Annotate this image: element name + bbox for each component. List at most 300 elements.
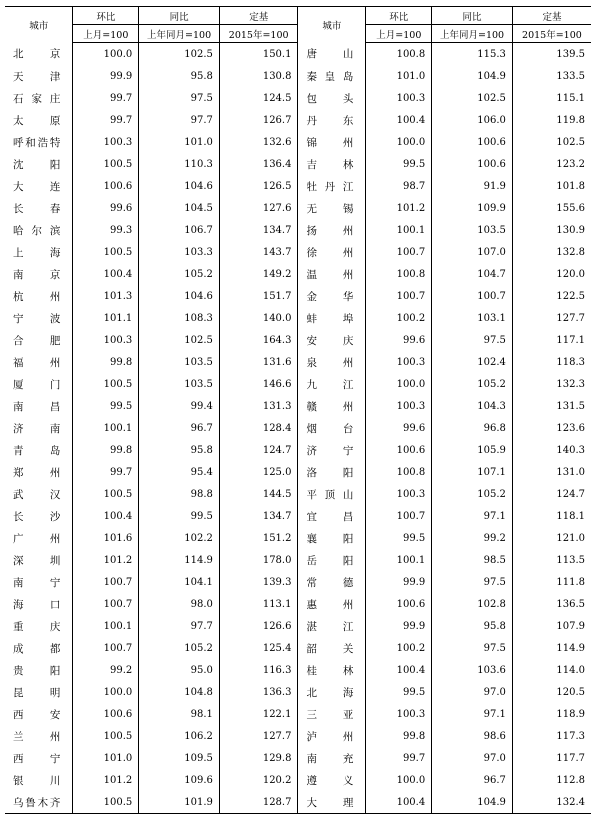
mom-cell-right: 100.2 — [366, 637, 432, 659]
city-cell-left: 长春 — [13, 202, 61, 215]
base-cell-right: 113.5 — [512, 549, 591, 571]
yoy-cell-right: 105.2 — [432, 373, 513, 395]
city-cell-left: 西安 — [13, 708, 61, 721]
base-cell-right: 121.0 — [512, 527, 591, 549]
mom-cell-right: 99.8 — [366, 725, 432, 747]
yoy-cell-left: 95.0 — [139, 659, 220, 681]
table-row — [5, 593, 591, 615]
mom-cell-left: 100.3 — [73, 131, 139, 153]
base-cell-right: 117.7 — [512, 747, 591, 769]
base-cell-right: 122.5 — [512, 285, 591, 307]
base-cell-right: 133.5 — [512, 65, 591, 87]
mom-cell-right: 100.3 — [366, 703, 432, 725]
base-cell-left: 127.7 — [219, 725, 298, 747]
base-cell-right: 120.5 — [512, 681, 591, 703]
city-cell-right: 无锡 — [298, 197, 366, 219]
base-cell-right: 114.0 — [512, 659, 591, 681]
yoy-cell-left: 98.1 — [139, 703, 220, 725]
mom-cell-left: 99.5 — [73, 395, 139, 417]
table-row — [5, 373, 591, 395]
base-cell-right: 102.5 — [512, 131, 591, 153]
header-city-left: 城市 — [5, 7, 73, 43]
yoy-cell-left: 95.8 — [139, 439, 220, 461]
mom-cell-left: 101.6 — [73, 527, 139, 549]
base-cell-right: 112.8 — [512, 769, 591, 791]
city-cell-right: 锦州 — [298, 131, 366, 153]
city-cell-left: 西宁 — [13, 752, 61, 765]
yoy-cell-left: 97.5 — [139, 87, 220, 109]
mom-cell-left: 99.7 — [73, 87, 139, 109]
city-cell-left: 长沙 — [13, 510, 61, 523]
table-row — [5, 483, 591, 505]
city-cell-left: 上海 — [13, 246, 61, 259]
mom-cell-right: 100.7 — [366, 241, 432, 263]
yoy-cell-left: 110.3 — [139, 153, 220, 175]
city-cell-left: 大连 — [13, 180, 61, 193]
yoy-cell-right: 96.8 — [432, 417, 513, 439]
table-row — [5, 703, 591, 725]
subheader-base-left: 2015年=100 — [219, 25, 298, 43]
base-cell-left: 149.2 — [219, 263, 298, 285]
yoy-cell-right: 100.6 — [432, 153, 513, 175]
base-cell-right: 139.5 — [512, 43, 591, 66]
base-cell-left: 134.7 — [219, 505, 298, 527]
city-cell-right: 惠州 — [298, 593, 366, 615]
base-cell-right: 114.9 — [512, 637, 591, 659]
table-row — [5, 659, 591, 681]
yoy-cell-left: 103.5 — [139, 351, 220, 373]
base-cell-right: 155.6 — [512, 197, 591, 219]
base-cell-right: 120.0 — [512, 263, 591, 285]
base-cell-right: 118.1 — [512, 505, 591, 527]
yoy-cell-right: 103.6 — [432, 659, 513, 681]
base-cell-left: 128.4 — [219, 417, 298, 439]
table-row — [5, 505, 591, 527]
mom-cell-right: 100.8 — [366, 263, 432, 285]
city-cell-left: 广州 — [13, 532, 61, 545]
table-row — [5, 351, 591, 373]
city-cell-left: 郑州 — [13, 466, 61, 479]
base-cell-right: 130.9 — [512, 219, 591, 241]
yoy-cell-right: 105.2 — [432, 483, 513, 505]
mom-cell-right: 100.4 — [366, 791, 432, 814]
city-cell-right: 北海 — [298, 681, 366, 703]
mom-cell-right: 100.4 — [366, 659, 432, 681]
mom-cell-right: 99.5 — [366, 681, 432, 703]
mom-cell-right: 99.5 — [366, 527, 432, 549]
header-base-right: 定基 — [512, 7, 591, 25]
mom-cell-left: 99.3 — [73, 219, 139, 241]
yoy-cell-right: 102.5 — [432, 87, 513, 109]
city-cell-left: 宁波 — [13, 312, 61, 325]
yoy-cell-right: 115.3 — [432, 43, 513, 66]
table-row — [5, 329, 591, 351]
table-row — [5, 307, 591, 329]
city-cell-left: 福州 — [13, 356, 61, 369]
subheader-base-right: 2015年=100 — [512, 25, 591, 43]
city-cell-right: 金华 — [298, 285, 366, 307]
subheader-mom-right: 上月=100 — [366, 25, 432, 43]
city-cell-right: 蚌埠 — [298, 307, 366, 329]
table-row — [5, 153, 591, 175]
base-cell-left: 178.0 — [219, 549, 298, 571]
mom-cell-right: 100.0 — [366, 131, 432, 153]
table-row — [5, 241, 591, 263]
header-base-left: 定基 — [219, 7, 298, 25]
mom-cell-right: 100.1 — [366, 219, 432, 241]
city-cell-right: 泉州 — [298, 351, 366, 373]
yoy-cell-left: 102.5 — [139, 329, 220, 351]
yoy-cell-left: 104.5 — [139, 197, 220, 219]
base-cell-left: 140.0 — [219, 307, 298, 329]
yoy-cell-right: 102.8 — [432, 593, 513, 615]
yoy-cell-left: 106.2 — [139, 725, 220, 747]
mom-cell-right: 99.9 — [366, 615, 432, 637]
mom-cell-left: 99.7 — [73, 461, 139, 483]
subheader-yoy-left: 上年同月=100 — [139, 25, 220, 43]
city-cell-left: 哈尔滨 — [13, 224, 61, 237]
city-cell-right: 扬州 — [298, 219, 366, 241]
city-cell-right: 秦皇岛 — [298, 65, 366, 87]
subheader-mom-left: 上月=100 — [73, 25, 139, 43]
table-row — [5, 439, 591, 461]
base-cell-left: 126.5 — [219, 175, 298, 197]
city-cell-left: 昆明 — [13, 686, 61, 699]
table-row — [5, 131, 591, 153]
city-cell-left: 南京 — [13, 268, 61, 281]
base-cell-right: 131.0 — [512, 461, 591, 483]
city-cell-right: 安庆 — [298, 329, 366, 351]
yoy-cell-left: 104.6 — [139, 175, 220, 197]
mom-cell-left: 100.0 — [73, 681, 139, 703]
mom-cell-right: 101.2 — [366, 197, 432, 219]
header-yoy-left: 同比 — [139, 7, 220, 25]
city-cell-left: 天津 — [13, 70, 61, 83]
city-cell-left: 石家庄 — [13, 92, 61, 105]
base-cell-left: 122.1 — [219, 703, 298, 725]
mom-cell-left: 99.8 — [73, 439, 139, 461]
yoy-cell-left: 105.2 — [139, 637, 220, 659]
yoy-cell-left: 103.5 — [139, 373, 220, 395]
mom-cell-right: 100.4 — [366, 109, 432, 131]
city-cell-right: 平顶山 — [298, 483, 366, 505]
mom-cell-right: 100.7 — [366, 285, 432, 307]
table-row — [5, 725, 591, 747]
city-cell-right: 唐山 — [298, 43, 366, 66]
yoy-cell-left: 99.5 — [139, 505, 220, 527]
yoy-cell-right: 104.9 — [432, 791, 513, 814]
city-cell-right: 大理 — [298, 791, 366, 814]
yoy-cell-right: 97.0 — [432, 747, 513, 769]
base-cell-left: 132.6 — [219, 131, 298, 153]
base-cell-left: 136.4 — [219, 153, 298, 175]
table-row — [5, 461, 591, 483]
yoy-cell-right: 107.0 — [432, 241, 513, 263]
table-row — [5, 769, 591, 791]
table-row — [5, 791, 591, 814]
mom-cell-left: 99.7 — [73, 109, 139, 131]
city-cell-right: 温州 — [298, 263, 366, 285]
base-cell-left: 164.3 — [219, 329, 298, 351]
price-index-table — [5, 6, 591, 814]
yoy-cell-right: 105.9 — [432, 439, 513, 461]
mom-cell-right: 100.8 — [366, 43, 432, 66]
yoy-cell-right: 97.1 — [432, 505, 513, 527]
base-cell-right: 107.9 — [512, 615, 591, 637]
base-cell-left: 126.6 — [219, 615, 298, 637]
yoy-cell-left: 97.7 — [139, 615, 220, 637]
base-cell-right: 111.8 — [512, 571, 591, 593]
mom-cell-left: 100.6 — [73, 703, 139, 725]
base-cell-left: 125.4 — [219, 637, 298, 659]
mom-cell-right: 100.3 — [366, 483, 432, 505]
yoy-cell-right: 97.1 — [432, 703, 513, 725]
table-row — [5, 681, 591, 703]
yoy-cell-left: 114.9 — [139, 549, 220, 571]
price-index-table-container — [5, 6, 591, 814]
yoy-cell-right: 96.7 — [432, 769, 513, 791]
base-cell-right: 123.6 — [512, 417, 591, 439]
mom-cell-left: 99.2 — [73, 659, 139, 681]
base-cell-left: 120.2 — [219, 769, 298, 791]
header-mom-left: 环比 — [73, 7, 139, 25]
mom-cell-right: 98.7 — [366, 175, 432, 197]
base-cell-left: 131.3 — [219, 395, 298, 417]
city-cell-left: 成都 — [13, 642, 61, 655]
city-cell-right: 九江 — [298, 373, 366, 395]
yoy-cell-right: 100.7 — [432, 285, 513, 307]
mom-cell-left: 99.8 — [73, 351, 139, 373]
mom-cell-left: 100.6 — [73, 175, 139, 197]
mom-cell-right: 100.1 — [366, 549, 432, 571]
base-cell-right: 127.7 — [512, 307, 591, 329]
city-cell-right: 吉林 — [298, 153, 366, 175]
yoy-cell-right: 98.5 — [432, 549, 513, 571]
city-cell-right: 牡丹江 — [298, 175, 366, 197]
table-row — [5, 65, 591, 87]
city-cell-right: 徐州 — [298, 241, 366, 263]
subheader-yoy-right: 上年同月=100 — [432, 25, 513, 43]
mom-cell-right: 100.3 — [366, 351, 432, 373]
city-cell-left: 武汉 — [13, 488, 61, 501]
yoy-cell-left: 101.9 — [139, 791, 220, 814]
table-row — [5, 527, 591, 549]
city-cell-left: 兰州 — [13, 730, 61, 743]
base-cell-right: 115.1 — [512, 87, 591, 109]
city-cell-right: 襄阳 — [298, 527, 366, 549]
mom-cell-left: 100.7 — [73, 593, 139, 615]
base-cell-right: 101.8 — [512, 175, 591, 197]
city-cell-left: 沈阳 — [13, 158, 61, 171]
yoy-cell-right: 104.7 — [432, 263, 513, 285]
mom-cell-right: 100.3 — [366, 87, 432, 109]
yoy-cell-right: 106.0 — [432, 109, 513, 131]
yoy-cell-left: 108.3 — [139, 307, 220, 329]
city-cell-left: 济南 — [13, 422, 61, 435]
city-cell-right: 洛阳 — [298, 461, 366, 483]
yoy-cell-right: 107.1 — [432, 461, 513, 483]
mom-cell-right: 99.6 — [366, 329, 432, 351]
base-cell-left: 125.0 — [219, 461, 298, 483]
yoy-cell-left: 96.7 — [139, 417, 220, 439]
base-cell-right: 118.3 — [512, 351, 591, 373]
table-row — [5, 395, 591, 417]
mom-cell-right: 100.7 — [366, 505, 432, 527]
mom-cell-left: 100.3 — [73, 329, 139, 351]
table-row — [5, 571, 591, 593]
mom-cell-left: 100.0 — [73, 43, 139, 66]
base-cell-left: 151.2 — [219, 527, 298, 549]
base-cell-left: 129.8 — [219, 747, 298, 769]
yoy-cell-right: 103.5 — [432, 219, 513, 241]
base-cell-left: 127.6 — [219, 197, 298, 219]
yoy-cell-right: 102.4 — [432, 351, 513, 373]
base-cell-left: 134.7 — [219, 219, 298, 241]
city-cell-right: 常德 — [298, 571, 366, 593]
city-cell-left: 合肥 — [13, 334, 61, 347]
yoy-cell-right: 97.5 — [432, 637, 513, 659]
city-cell-right: 韶关 — [298, 637, 366, 659]
yoy-cell-left: 104.8 — [139, 681, 220, 703]
mom-cell-right: 100.6 — [366, 593, 432, 615]
yoy-cell-right: 104.3 — [432, 395, 513, 417]
city-cell-right: 三亚 — [298, 703, 366, 725]
yoy-cell-right: 103.1 — [432, 307, 513, 329]
table-row — [5, 109, 591, 131]
yoy-cell-left: 109.6 — [139, 769, 220, 791]
base-cell-left: 113.1 — [219, 593, 298, 615]
yoy-cell-left: 98.8 — [139, 483, 220, 505]
city-cell-left: 北京 — [13, 48, 61, 61]
city-cell-right: 南充 — [298, 747, 366, 769]
yoy-cell-left: 95.8 — [139, 65, 220, 87]
yoy-cell-right: 97.0 — [432, 681, 513, 703]
base-cell-left: 143.7 — [219, 241, 298, 263]
mom-cell-right: 100.8 — [366, 461, 432, 483]
mom-cell-left: 100.5 — [73, 725, 139, 747]
city-cell-left: 呼和浩特 — [13, 136, 61, 149]
table-row — [5, 549, 591, 571]
city-cell-left: 银川 — [13, 774, 61, 787]
mom-cell-left: 101.0 — [73, 747, 139, 769]
mom-cell-left: 100.5 — [73, 791, 139, 814]
yoy-cell-left: 103.3 — [139, 241, 220, 263]
mom-cell-left: 100.1 — [73, 417, 139, 439]
yoy-cell-left: 104.1 — [139, 571, 220, 593]
mom-cell-right: 99.5 — [366, 153, 432, 175]
base-cell-right: 117.3 — [512, 725, 591, 747]
table-row — [5, 747, 591, 769]
table-body — [5, 43, 591, 814]
yoy-cell-left: 102.2 — [139, 527, 220, 549]
base-cell-left: 124.7 — [219, 439, 298, 461]
yoy-cell-right: 97.5 — [432, 571, 513, 593]
base-cell-right: 124.7 — [512, 483, 591, 505]
base-cell-right: 118.9 — [512, 703, 591, 725]
city-cell-left: 太原 — [13, 114, 61, 127]
city-cell-left: 厦门 — [13, 378, 61, 391]
mom-cell-left: 100.5 — [73, 153, 139, 175]
yoy-cell-left: 104.6 — [139, 285, 220, 307]
mom-cell-left: 100.5 — [73, 373, 139, 395]
yoy-cell-left: 106.7 — [139, 219, 220, 241]
yoy-cell-left: 95.4 — [139, 461, 220, 483]
city-cell-right: 包头 — [298, 87, 366, 109]
yoy-cell-left: 105.2 — [139, 263, 220, 285]
yoy-cell-left: 102.5 — [139, 43, 220, 66]
mom-cell-left: 100.4 — [73, 505, 139, 527]
city-cell-right: 宜昌 — [298, 505, 366, 527]
table-row — [5, 175, 591, 197]
yoy-cell-right: 91.9 — [432, 175, 513, 197]
city-cell-left: 杭州 — [13, 290, 61, 303]
yoy-cell-right: 98.6 — [432, 725, 513, 747]
mom-cell-left: 101.2 — [73, 769, 139, 791]
base-cell-left: 151.7 — [219, 285, 298, 307]
mom-cell-left: 100.4 — [73, 263, 139, 285]
base-cell-right: 132.4 — [512, 791, 591, 814]
city-cell-left: 深圳 — [13, 554, 61, 567]
yoy-cell-right: 100.6 — [432, 131, 513, 153]
mom-cell-left: 99.9 — [73, 65, 139, 87]
table-row — [5, 417, 591, 439]
mom-cell-left: 101.1 — [73, 307, 139, 329]
city-cell-left: 贵阳 — [13, 664, 61, 677]
table-row — [5, 615, 591, 637]
base-cell-left: 144.5 — [219, 483, 298, 505]
mom-cell-left: 100.5 — [73, 483, 139, 505]
city-cell-right: 泸州 — [298, 725, 366, 747]
header-yoy-right: 同比 — [432, 7, 513, 25]
base-cell-right: 117.1 — [512, 329, 591, 351]
city-cell-right: 遵义 — [298, 769, 366, 791]
mom-cell-left: 101.2 — [73, 549, 139, 571]
base-cell-right: 123.2 — [512, 153, 591, 175]
base-cell-left: 146.6 — [219, 373, 298, 395]
base-cell-left: 128.7 — [219, 791, 298, 814]
mom-cell-left: 100.1 — [73, 615, 139, 637]
table-row — [5, 285, 591, 307]
table-row — [5, 637, 591, 659]
yoy-cell-left: 99.4 — [139, 395, 220, 417]
yoy-cell-right: 104.9 — [432, 65, 513, 87]
city-cell-left: 重庆 — [13, 620, 61, 633]
city-cell-right: 岳阳 — [298, 549, 366, 571]
mom-cell-left: 100.7 — [73, 571, 139, 593]
yoy-cell-left: 109.5 — [139, 747, 220, 769]
yoy-cell-left: 97.7 — [139, 109, 220, 131]
base-cell-right: 119.8 — [512, 109, 591, 131]
base-cell-left: 150.1 — [219, 43, 298, 66]
city-cell-right: 赣州 — [298, 395, 366, 417]
mom-cell-left: 100.5 — [73, 241, 139, 263]
yoy-cell-left: 101.0 — [139, 131, 220, 153]
base-cell-left: 139.3 — [219, 571, 298, 593]
yoy-cell-right: 97.5 — [432, 329, 513, 351]
yoy-cell-right: 95.8 — [432, 615, 513, 637]
yoy-cell-right: 99.2 — [432, 527, 513, 549]
city-cell-right: 烟台 — [298, 417, 366, 439]
yoy-cell-left: 98.0 — [139, 593, 220, 615]
mom-cell-right: 100.6 — [366, 439, 432, 461]
mom-cell-right: 99.7 — [366, 747, 432, 769]
base-cell-left: 126.7 — [219, 109, 298, 131]
base-cell-left: 124.5 — [219, 87, 298, 109]
base-cell-left: 136.3 — [219, 681, 298, 703]
city-cell-right: 济宁 — [298, 439, 366, 461]
base-cell-right: 136.5 — [512, 593, 591, 615]
city-cell-left: 南昌 — [13, 400, 61, 413]
